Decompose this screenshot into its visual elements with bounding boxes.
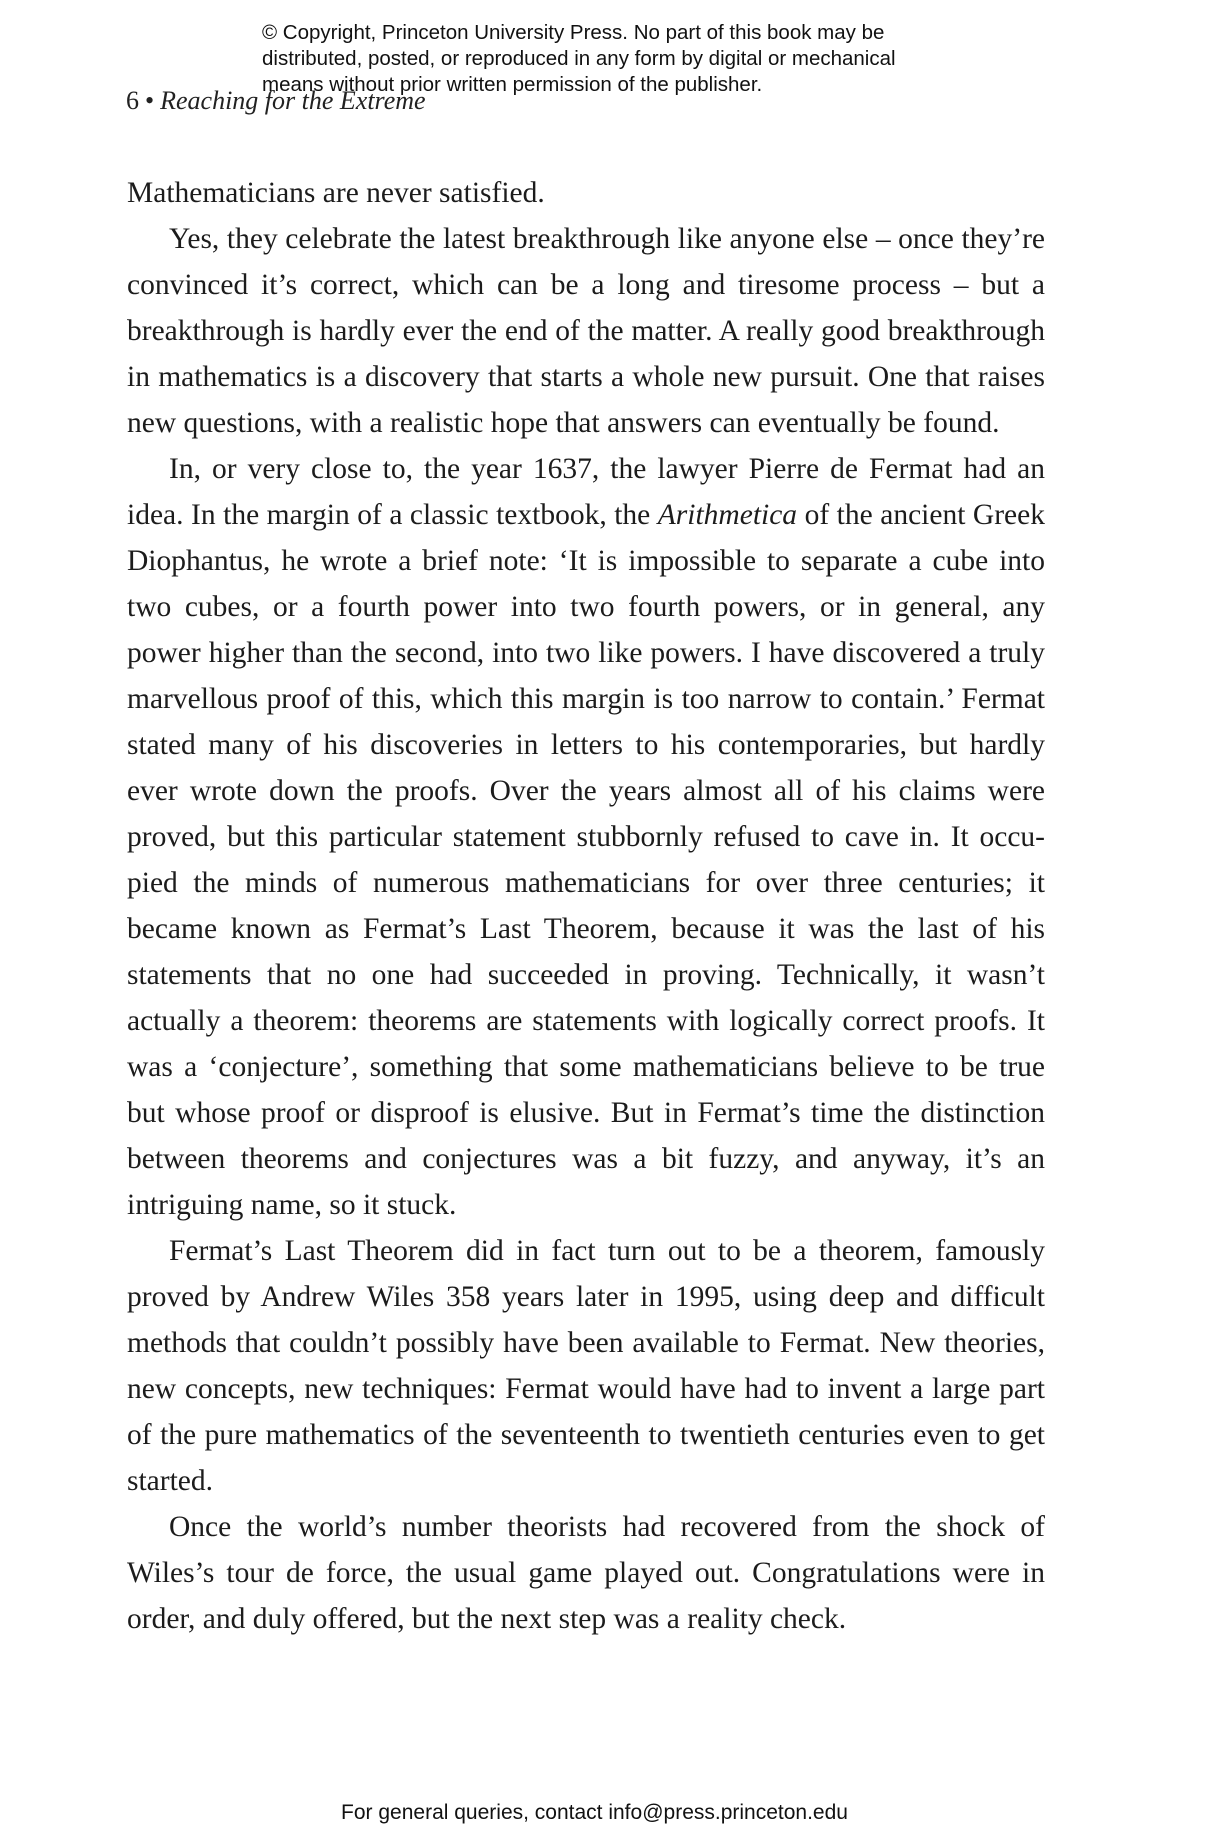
copyright-line-1: © Copyright, Princeton University Press. No part of this book may be <box>262 21 885 44</box>
paragraph-2: Yes, they celebrate the latest breakthrough like anyone else – once they’re convinced it’s correct, which can be a long and tiresome process – but a breakthrough is hardly ever the end of the matter. A really good breakthrough in mathematics is a discovery that starts a whole new pursuit. One that raises new questions, with a realistic hope that answers can eventually be found. <box>127 223 1045 439</box>
paragraph-3 <box>127 446 1045 1228</box>
copyright-line-3: means without prior written permission of the publisher. <box>262 73 763 96</box>
paragraph-3-text-end: of the ancient Greek Diophantus, he wrote a brief note: ‘It is impossible to separate a cube into two cubes, or a fourth power into two fourth powers, or in general, any power higher than the second, into two like powers. I have discovered a truly marvellous proof of this, which this margin is too narrow to contain.’ Fermat stated many of his discoveries in letters to his contemporaries, but hardly ever wrote down the proofs. Over the years almost all of his claims were proved, but this particular statement stubbornly refused to cave in. It occupied the minds of numerous mathematicians for over three centuries; it became known as Fermat’s Last Theorem, because it was the last of his statements that no one had succeeded in proving. Technically, it wasn’t actually a theorem: theorems are statements with logically correct proofs. It was a ‘conjecture’, something that some mathematicians believe to be true but whose proof or disproof is elusive. But in Fermat’s time the distinction between theorems and conjectures was a bit fuzzy, and anyway, it’s an intriguing name, so it stuck. <box>127 499 1045 1221</box>
body-text <box>127 170 1045 1642</box>
footer <box>0 1800 1205 1826</box>
book-title-arithmetica: Arithmetica <box>657 499 798 531</box>
page-number: 6 <box>126 86 139 115</box>
running-head <box>126 86 426 116</box>
running-head-separator: • <box>145 86 155 115</box>
paragraph-4: Fermat’s Last Theorem did in fact turn out to be a theorem, famously proved by Andrew Wiles 358 years later in 1995, using deep and difficult methods that couldn’t possibly have been available to Fermat. New theories, new concepts, new techniques: Fermat would have had to invent a large part of the pure mathematics of the seventeenth to twentieth centuries even to get started. <box>127 1235 1045 1497</box>
footer-contact-text: For general queries, contact info@press.princeton.edu <box>341 1801 848 1824</box>
paragraph-5: Once the world’s number theorists had recovered from the shock of Wiles’s tour de force, the usual game played out. Congratulations were in order, and duly offered, but the next step was a reality check. <box>127 1511 1045 1635</box>
copyright-line-2: distributed, posted, or reproduced in any form by digital or mechanical <box>262 47 896 70</box>
running-head-title: Reaching for the Extreme <box>160 86 426 115</box>
paragraph-3-text-start: In, or very close to, the year 1637, the lawyer Pierre de Fermat had an idea. In the margin of a classic textbook, the <box>127 453 1045 531</box>
paragraph-1: Mathematicians are never satisfied. <box>127 177 545 209</box>
